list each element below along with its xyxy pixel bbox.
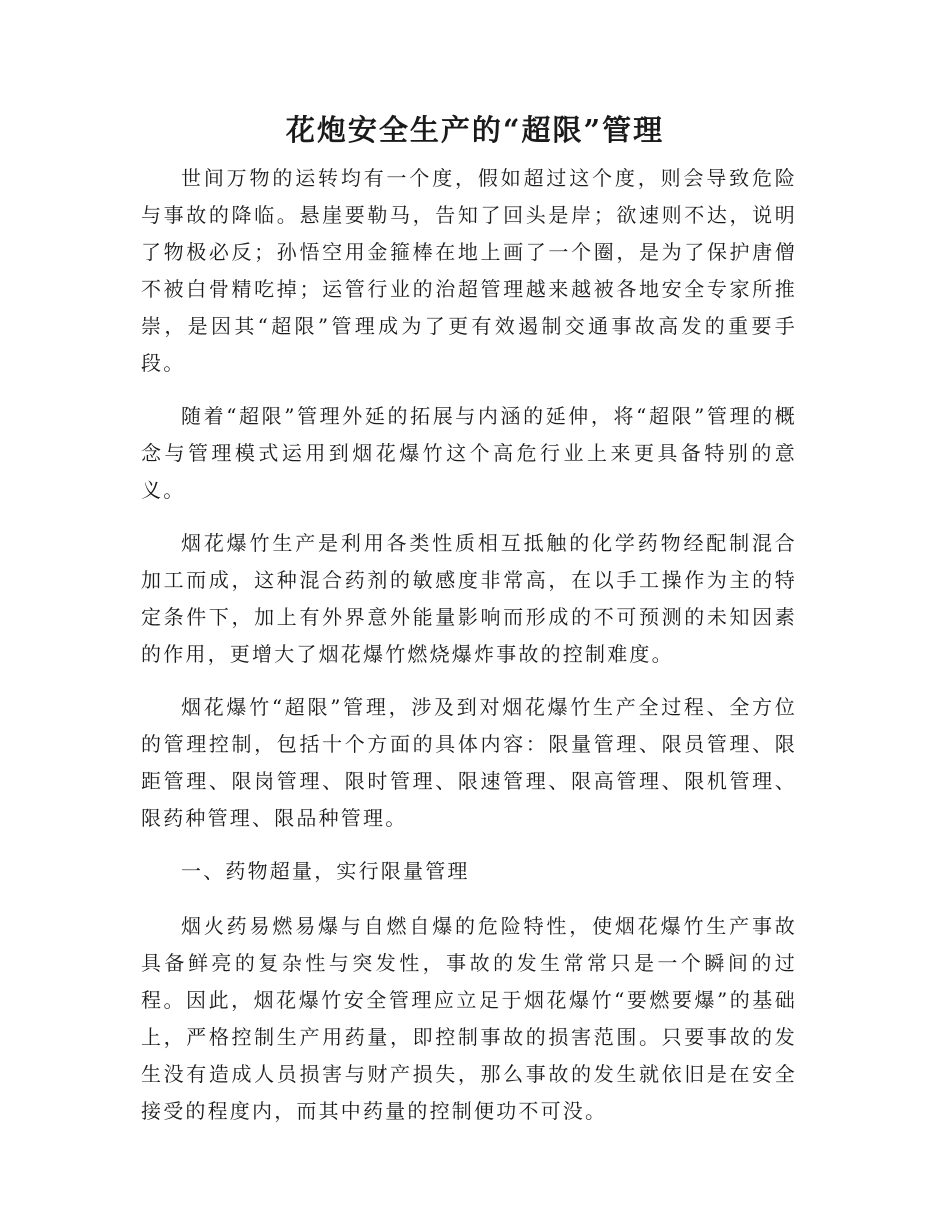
paragraph-production: 烟花爆竹生产是利用各类性质相互抵触的化学药物经配制混合加工而成，这种混合药剂的敏感度非常高，在以手工操作为主的特定条件下，加上有外界意外能量影响而形成的不可预测的未知因素的作用，更增大了烟花爆竹燃烧爆炸事故的控制难度。: [141, 531, 797, 666]
document-title: 花炮安全生产的“超限”管理: [285, 113, 665, 147]
paragraph-ten-aspects: 烟花爆竹“超限”管理，涉及到对烟花爆竹生产全过程、全方位的管理控制，包括十个方面的具体内容：限量管理、限员管理、限距管理、限岗管理、限时管理、限速管理、限高管理、限机管理、限药种管理、限品种管理。: [141, 695, 797, 830]
paragraph-quantity-control: 烟火药易燃易爆与自燃自爆的危险特性，使烟花爆竹生产事故具备鲜亮的复杂性与突发性，事故的发生常常只是一个瞬间的过程。因此，烟花爆竹安全管理应立足于烟花爆竹“要燃要爆”的基础上，严格控制生产用药量，即控制事故的损害范围。只要事故的发生没有造成人员损害与财产损失，那么事故的发生就依旧是在安全接受的程度内，而其中药量的控制便功不可没。: [141, 914, 797, 1123]
paragraph-concept: 随着“超限”管理外延的拓展与内涵的延伸，将“超限”管理的概念与管理模式运用到烟花爆竹这个高危行业上来更具备特别的意义。: [141, 404, 797, 502]
document-body: [141, 160, 797, 1146]
paragraph-intro: 世间万物的运转均有一个度，假如超过这个度，则会导致危险与事故的降临。悬崖要勒马，告知了回头是岸；欲速则不达，说明了物极必反；孙悟空用金箍棒在地上画了一个圈，是为了保护唐僧不被白骨精吃掉；运管行业的治超管理越来越被各地安全专家所推崇，是因其“超限”管理成为了更有效遏制交通事故高发的重要手段。: [141, 166, 797, 375]
section-heading-1: 一、药物超量，实行限量管理: [181, 859, 470, 883]
